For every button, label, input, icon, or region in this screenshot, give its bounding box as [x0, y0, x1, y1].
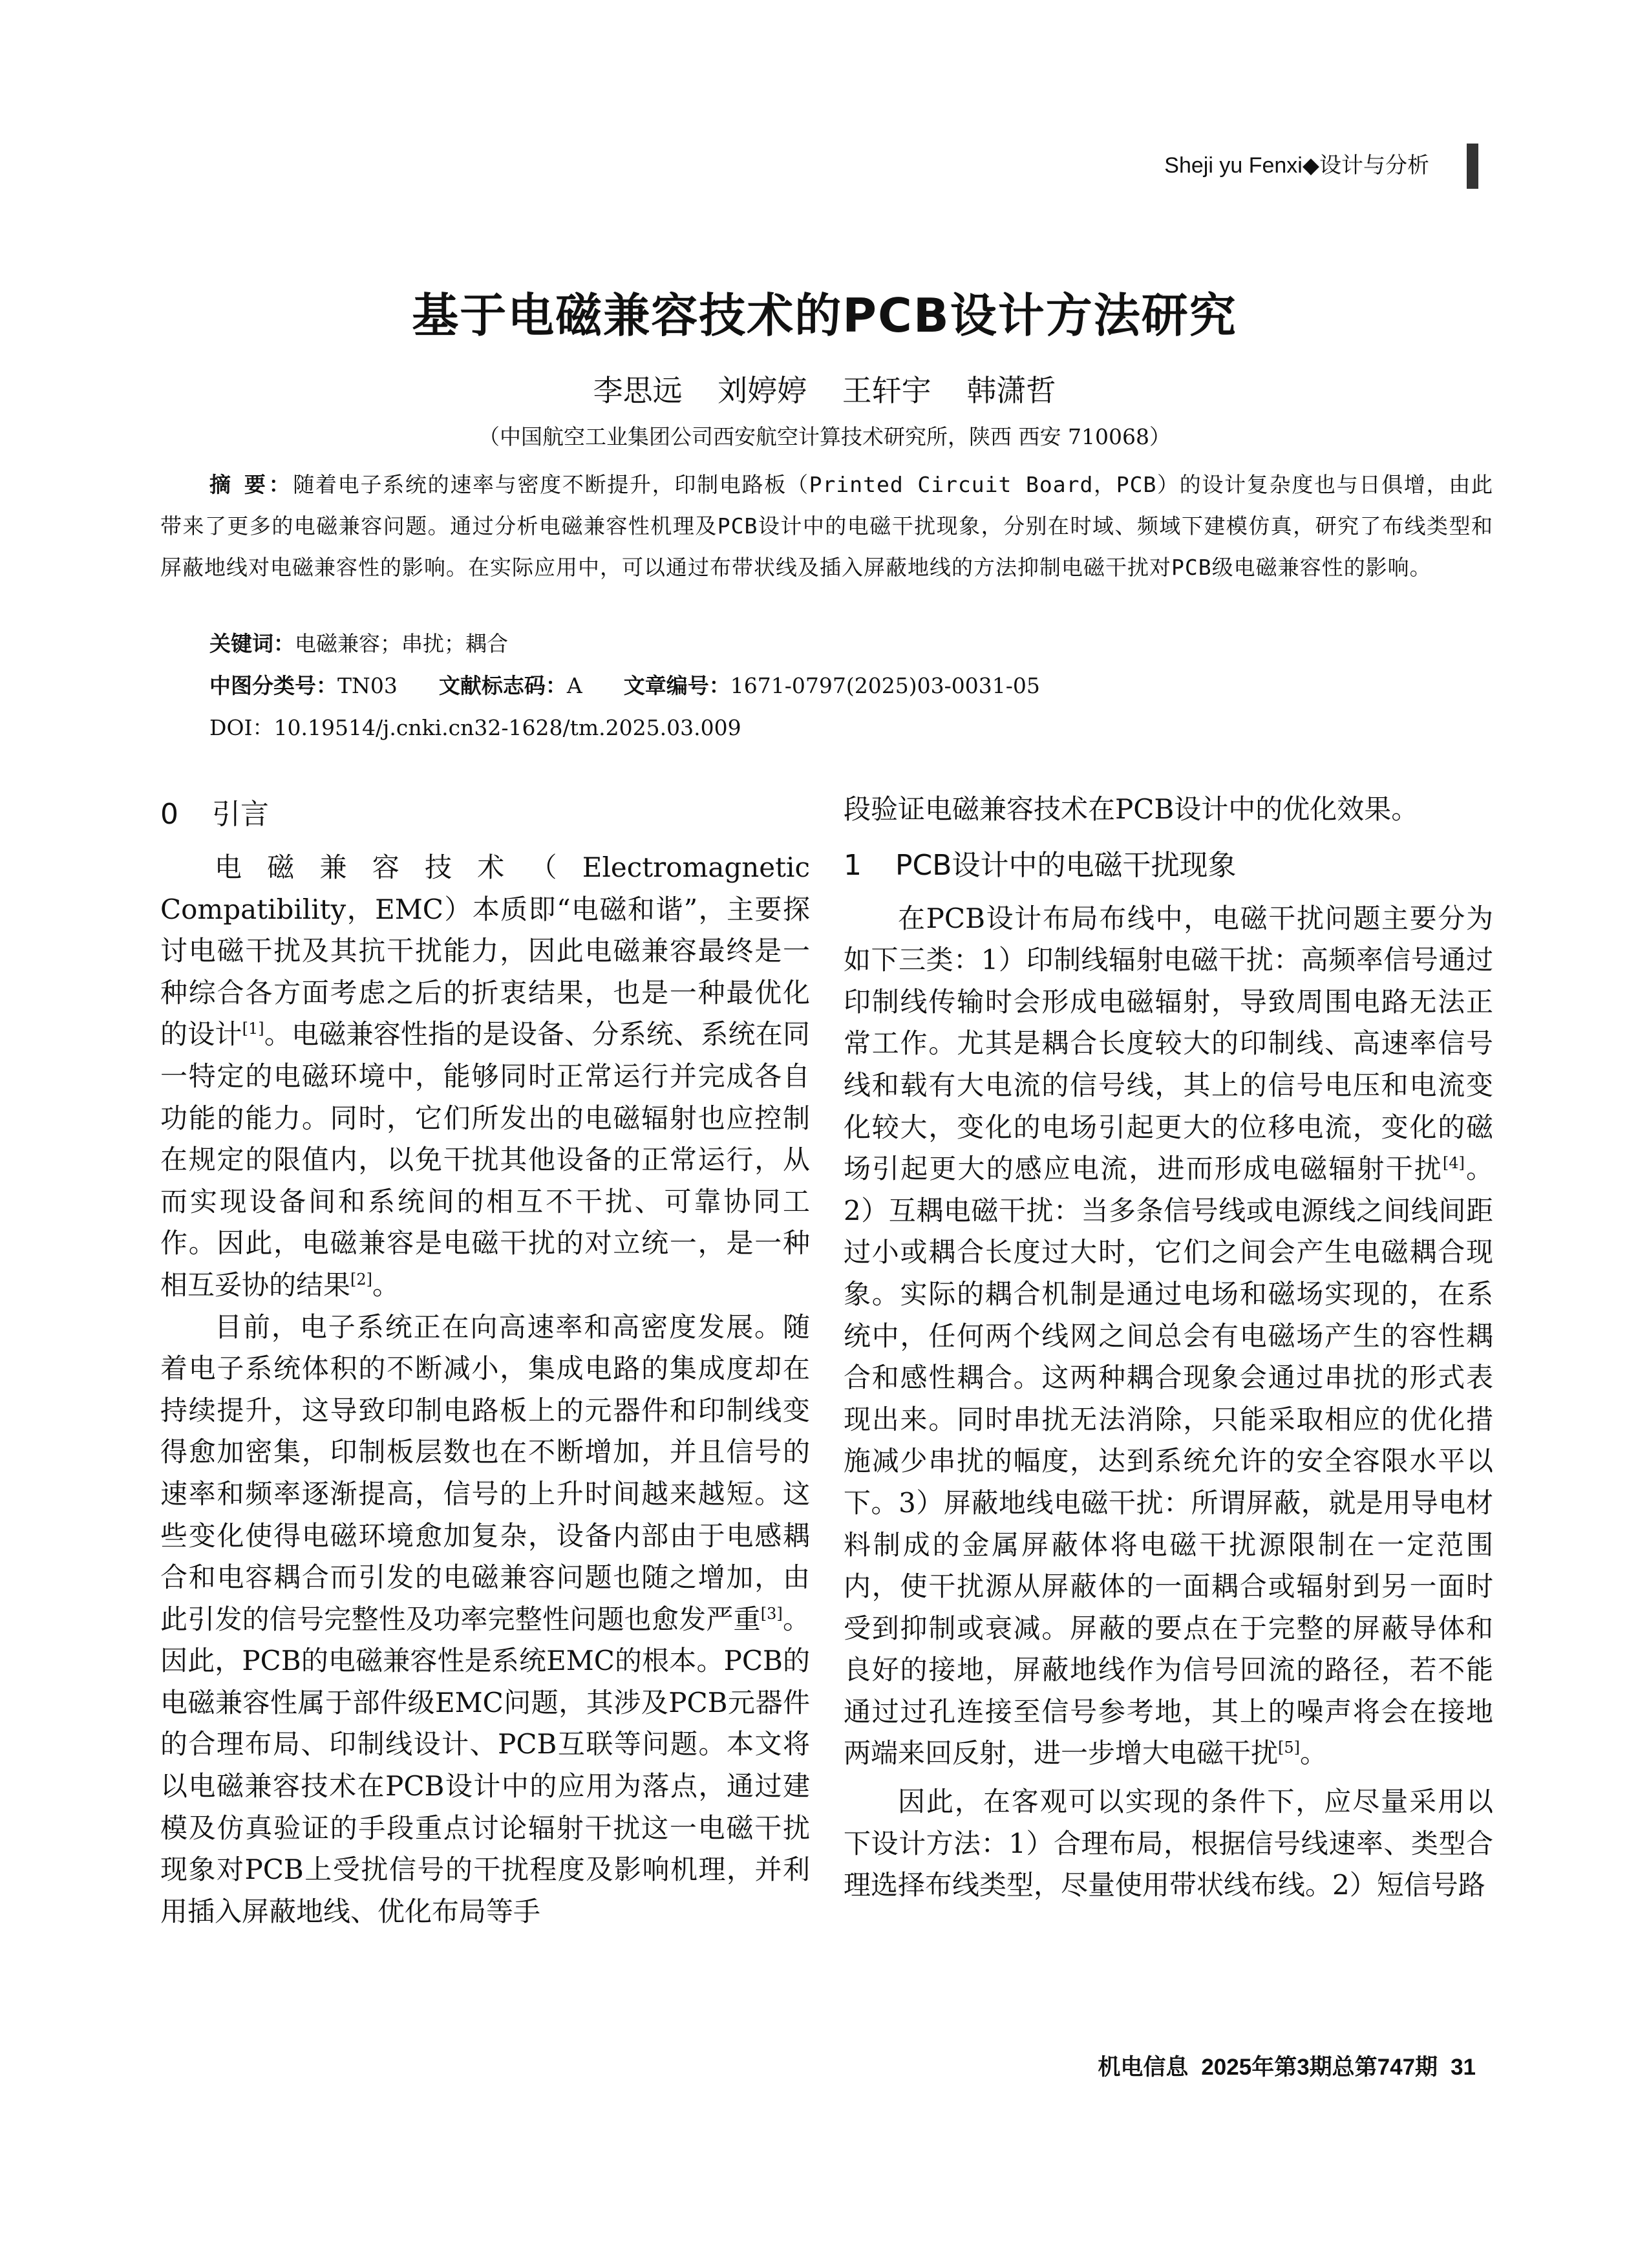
journal-name: 机电信息: [1098, 2055, 1189, 2080]
article-no-value: 1671-0797(2025)03-0031-05: [730, 673, 1040, 698]
issue-info: 2025年第3期总第747期: [1201, 2055, 1438, 2080]
doi-label: DOI：: [209, 715, 274, 740]
abstract-text: 随着电子系统的速率与密度不断提升，印制电路板（Printed Circuit Board，PCB）的设计复杂度也与日俱增，由此带来了更多的电磁兼容问题。通过分析电磁兼容性机理及PCB设计中的电磁干扰现象，分别在时域、频域下建模仿真，研究了布线类型和屏蔽地线对电磁兼容性的影响。在实际应用中，可以通过布带状线及插入屏蔽地线的方法抑制电磁干扰对PCB级电磁兼容性的影响。: [160, 472, 1493, 580]
clc-group: [209, 673, 398, 698]
citation: [5]: [1278, 1738, 1301, 1757]
citation: [4]: [1442, 1154, 1465, 1173]
section-number: 0: [160, 798, 178, 831]
clc-label: 中图分类号：: [209, 673, 337, 698]
doc-code-value: A: [566, 673, 582, 698]
doi: [209, 711, 741, 742]
clc-value: TN03: [337, 673, 398, 698]
classification-line: [209, 669, 1040, 700]
paragraph-text: 电磁兼容技术（Electromagnetic Compatibility，EMC）本质即“电磁和谐”，主要探讨电磁干扰及其抗干扰能力，因此电磁兼容最终是一种综合各方面考虑之后的折衷结果，也是一种最优化的设计: [160, 851, 810, 1051]
article-title: 基于电磁兼容技术的PCB设计方法研究: [412, 288, 1237, 343]
left-column: [160, 789, 810, 1932]
abstract-label: 摘 要：: [209, 472, 293, 497]
paragraph-text: 。2）互耦电磁干扰：当多条信号线或电源线之间线间距过小或耦合长度过大时，它们之间会产生电磁耦合现象。实际的耦合机制是通过电场和磁场实现的，在系统中，任何两个线网之间总会有电磁场产生的容性耦合和感性耦合。这两种耦合现象会通过串扰的形式表现出来。同时串扰无法消除，只能采取相应的优化措施减少串扰的幅度，达到系统允许的安全容限水平以下。3）屏蔽地线电磁干扰：所谓屏蔽，就是用导电材料制成的金属屏蔽体将电磁干扰源限制在一定范围内，使干扰源从屏蔽体的一面耦合或辐射到另一面时受到抑制或衰减。屏蔽的要点在于完整的屏蔽导体和良好的接地，屏蔽地线作为信号回流的路径，若不能通过过孔连接至信号参考地，其上的噪声将会在接地两端来回反射，进一步增大电磁干扰: [844, 1153, 1493, 1770]
keywords-label: 关键词：: [209, 631, 295, 656]
section-heading-emi: [844, 845, 1493, 886]
section-number: 1: [844, 848, 862, 882]
paragraph: [844, 898, 1493, 1775]
right-column: [844, 789, 1493, 1907]
page-footer: [1085, 2049, 1476, 2082]
header-bar: [1467, 144, 1478, 189]
page-number: 31: [1451, 2055, 1476, 2080]
abstract: [160, 464, 1493, 588]
paragraph-text: 。: [372, 1268, 400, 1301]
section-title: PCB设计中的电磁干扰现象: [895, 848, 1237, 882]
doc-code-group: [439, 673, 582, 698]
article-no-group: [624, 673, 1040, 698]
keywords: [209, 627, 508, 658]
paragraph-text: 目前，电子系统正在向高速率和高密度发展。随着电子系统体积的不断减小，集成电路的集成度却在持续提升，这导致印制电路板上的元器件和印制线变得愈加密集，印制板层数也在不断增加，并且信号的速率和频率逐渐提高，信号的上升时间越来越短。这些变化使得电磁环境愈加复杂，设备内部由于电感耦合和电容耦合而引发的电磁兼容问题也随之增加，由此引发的信号完整性及功率完整性问题也愈发严重: [160, 1311, 810, 1635]
section-title: 引言: [212, 798, 269, 831]
section-heading-introduction: [160, 794, 810, 835]
paragraph-text: 。因此，PCB的电磁兼容性是系统EMC的根本。PCB的电磁兼容性属于部件级EMC问题，其涉及PCB元器件的合理布局、印制线设计、PCB互联等问题。本文将以电磁兼容技术在PCB设计中的应用为落点，通过建模及仿真验证的手段重点讨论辐射干扰这一电磁干扰现象对PCB上受扰信号的干扰程度及影响机理，并利用插入屏蔽地线、优化布局等手: [160, 1603, 810, 1927]
paragraph-text: 在PCB设计布局布线中，电磁干扰问题主要分为如下三类：1）印制线辐射电磁干扰：高频率信号通过印制线传输时会形成电磁辐射，导致周围电路无法正常工作。尤其是耦合长度较大的印制线、高速率信号线和载有大电流的信号线，其上的信号电压和电流变化较大，变化的电场引起更大的位移电流，变化的磁场引起更大的感应电流，进而形成电磁辐射干扰: [844, 902, 1493, 1185]
paragraph-text: 。电磁兼容性指的是设备、分系统、系统在同一特定的电磁环境中，能够同时正常运行并完成各自功能的能力。同时，它们所发出的电磁辐射也应控制在规定的限值内，以免干扰其他设备的正常运行，从而实现设备间和系统间的相互不干扰、可靠协同工作。因此，电磁兼容是电磁干扰的对立统一，是一种相互妥协的结果: [160, 1018, 810, 1301]
doc-code-label: 文献标志码：: [438, 673, 567, 698]
paragraph-text: 。: [1300, 1737, 1328, 1770]
citation: [3]: [760, 1604, 783, 1623]
running-header: Sheji yu Fenxi◆设计与分析: [1164, 153, 1429, 178]
paragraph: [160, 1307, 810, 1933]
keywords-value: 电磁兼容；串扰；耦合: [295, 631, 508, 656]
paragraph-continued: 段验证电磁兼容技术在PCB设计中的优化效果。: [844, 793, 1419, 825]
affiliation: （中国航空工业集团公司西安航空计算技术研究所，陕西 西安 710068）: [478, 424, 1171, 449]
article-no-label: 文章编号：: [623, 673, 730, 698]
paragraph: [160, 847, 810, 1307]
citation: [2]: [350, 1270, 373, 1289]
authors: 李思远 刘婷婷 王轩宇 韩潇哲: [593, 373, 1056, 408]
paragraph: 因此，在客观可以实现的条件下，应尽量采用以下设计方法：1）合理布局，根据信号线速率、类型合理选择布线类型，尽量使用带状线布线。2）短信号路: [844, 1786, 1493, 1901]
citation: [1]: [242, 1020, 264, 1038]
doi-value: 10.19514/j.cnki.cn32-1628/tm.2025.03.009: [273, 715, 741, 740]
